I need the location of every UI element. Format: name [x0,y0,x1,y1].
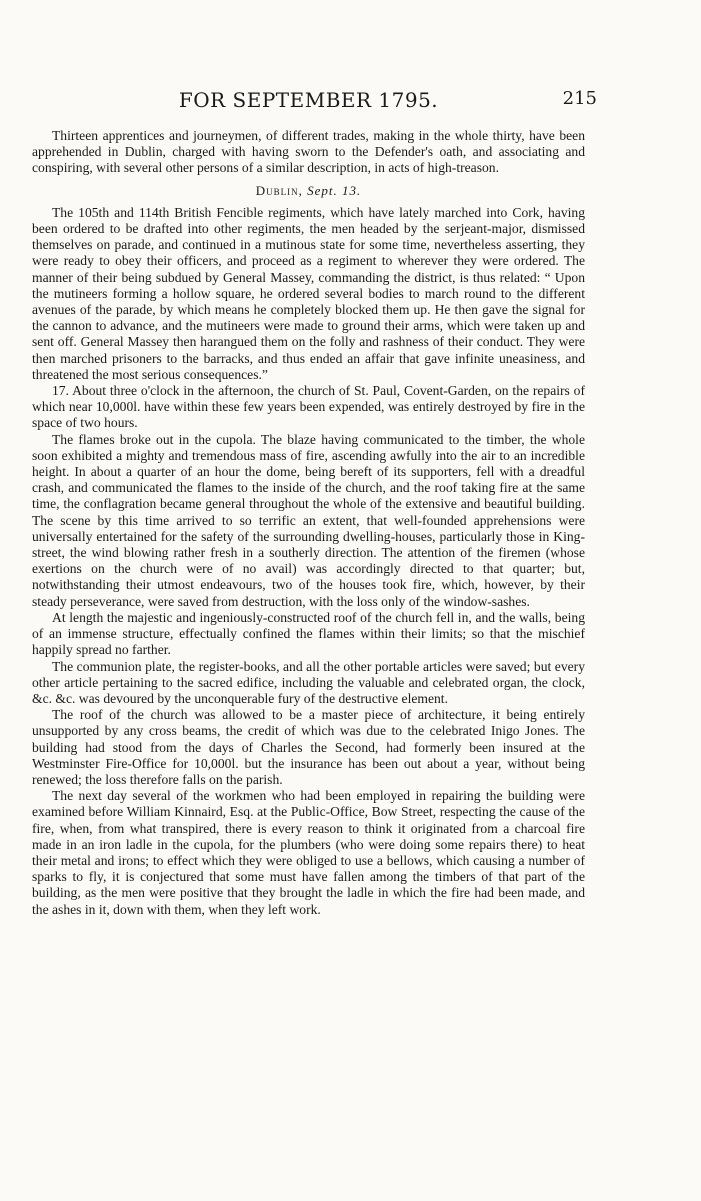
page-header [32,88,597,128]
paragraph-apprentices: Thirteen apprentices and journeymen, of different trades, making in the whole thirty, have been apprehended in Dublin, charged with having sworn to the Defender's oath, and associating and conspiring, with several other persons of a similar description, in acts of high-treason. [32,128,585,176]
dateline [32,183,585,199]
paragraph-fencible-mutiny: The 105th and 114th British Fencible regiments, which have lately marched into Cork, having been ordered to be drafted into other regiments, the men headed by the serjeant-major, dismissed themselves on parade, and continued in a mutinous state for some time, nevertheless asserting, they were ready to obey their officers, and proceed as a regiment to wherever they were ordered. The manner of their being subdued by General Massey, commanding the district, is thus related: “ Upon the mutineers forming a hollow square, he ordered several bodies to march round to the different avenues of the parade, by which means he completely blocked them up. He then gave the signal for the cannon to advance, and the mutineers were made to ground their arms, which were taken up and sent off. General Massey then harangued them on the folly and rashness of their conduct. They were then marched prisoners to the barracks, and thus ended an affair that gave infinite uneasiness, and threatened the most serious consequences.” [32,204,585,382]
dateline-date: Sept. 13. [307,182,362,198]
paragraph-roof-architecture: The roof of the church was allowed to be a master piece of architecture, it being entirely unsupported by any cross beams, the credit of which was due to the celebrated Inigo Jones. The building had stood from the days of Charles the Second, had formerly been insured at the Westminster Fire-Office for 10,000l. but the insurance has been out about a year, without being renewed; the loss therefore falls on the parish. [32,707,585,787]
dateline-place: Dublin, [255,182,303,198]
article-body [32,128,585,918]
page-number: 215 [562,88,597,109]
paragraph-flames: The flames broke out in the cupola. The blaze having communicated to the timber, the whole soon exhibited a mighty and tremendous mass of fire, ascending awfully into the air to an incredible height. In about a quarter of an hour the dome, being bereft of its supporters, fell with a dreadful crash, and communicated the flames to the inside of the church, and the roof taking fire at the same time, the conflagration became general throughout the whole of the extensive and beautiful building. The scene by this time arrived to so terrific an extent, that well-founded apprehensions were universally entertained for the safety of the surrounding dwelling-houses, particularly those in King-street, the wind blowing rather fresh in a southerly direction. The attention of the firemen (whose exertions on the church were of no avail) was accordingly directed to that quarter; but, notwithstanding their utmost endeavours, two of the houses took fire, which, however, by their steady perseverance, were saved from destruction, with the loss only of the window-sashes. [32,431,585,609]
paragraph-workmen-examined: The next day several of the workmen who had been employed in repairing the building were examined before William Kinnaird, Esq. at the Public-Office, Bow Street, respecting the cause of the fire, when, from what transpired, there is every reason to think it originated from a charcoal fire made in an iron ladle in the cupola, for the plumbers (who were doing some repairs there) to heat their metal and irons; to effect which they were obliged to use a bellows, which causing a number of sparks to fly, it is conjectured that some must have fallen among the timbers of that part of the building, as the men were positive that they brought the ladle in which the fire had been made, and the ashes in it, down with them, when they left work. [32,788,585,917]
paragraph-communion-plate: The communion plate, the register-books, and all the other portable articles were saved; but every other article pertaining to the sacred edifice, including the valuable and celebrated organ, the clock, &c. &c. was devoured by the unconquerable fury of the destructive element. [32,658,585,706]
paragraph-church-fire: 17. About three o'clock in the afternoon, the church of St. Paul, Covent-Garden, on the repairs of which near 10,000l. have within these few years been expended, was entirely destroyed by fire in the space of two hours. [32,383,585,431]
paragraph-roof-fell: At length the majestic and ingeniously-constructed roof of the church fell in, and the walls, being of an immense structure, effectually confined the flames within their limits; so that the mischief happily spread no farther. [32,609,585,658]
running-head: FOR SEPTEMBER 1795. [178,88,439,112]
